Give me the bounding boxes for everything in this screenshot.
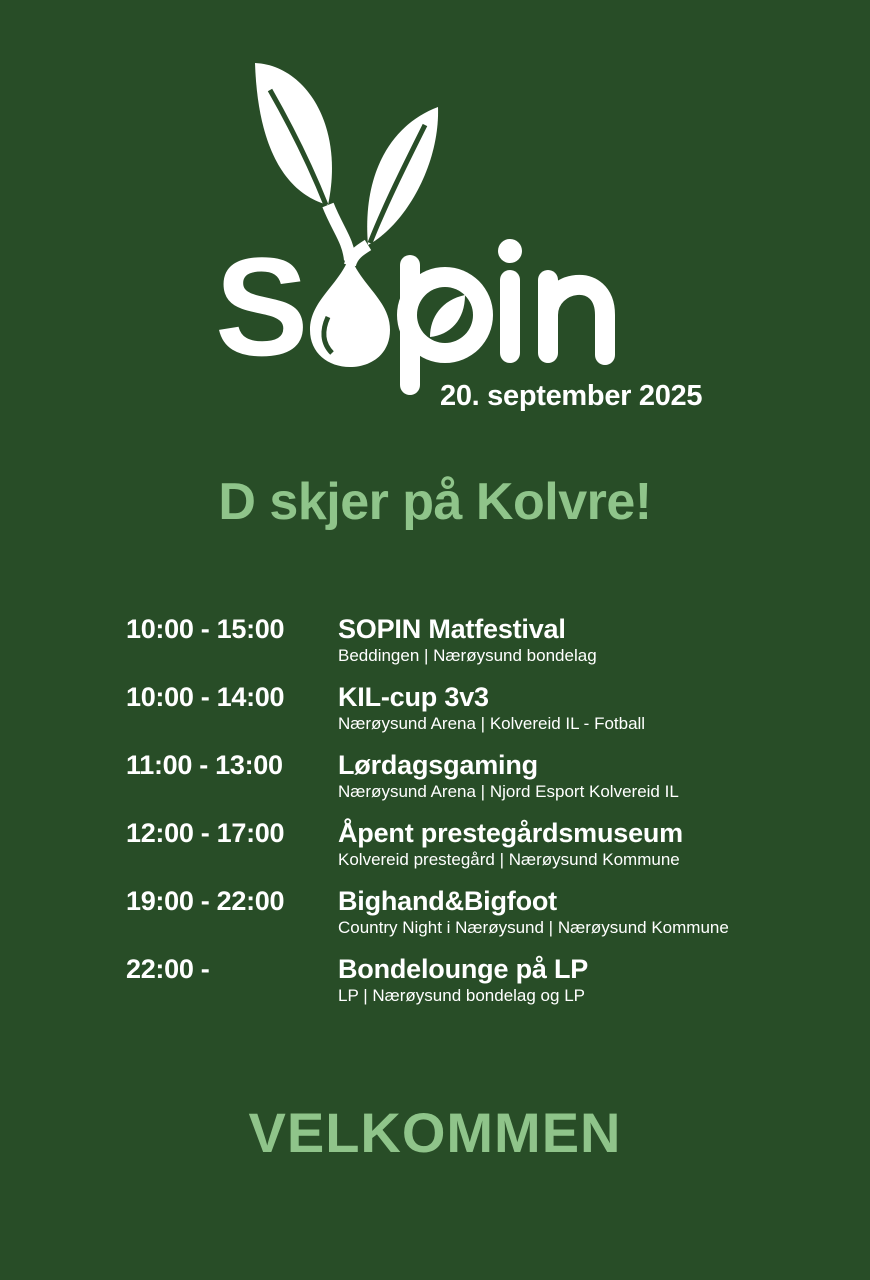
schedule-time: 10:00 - 15:00 [126, 614, 285, 644]
schedule-item [126, 884, 826, 952]
schedule-time: 10:00 - 14:00 [126, 682, 285, 712]
schedule-list [126, 612, 826, 1020]
schedule-time: 12:00 - 17:00 [126, 818, 285, 848]
schedule-subtitle: Beddingen | Nærøysund bondelag [338, 646, 597, 665]
schedule-time: 22:00 - [126, 954, 210, 984]
svg-text:S: S [215, 228, 309, 385]
seed-drop-icon [310, 255, 390, 367]
schedule-item [126, 612, 826, 680]
schedule-item [126, 952, 826, 1020]
schedule-title: SOPIN Matfestival [338, 614, 566, 644]
schedule-title: KIL-cup 3v3 [338, 682, 489, 712]
schedule-subtitle: LP | Nærøysund bondelag og LP [338, 986, 585, 1005]
schedule-item [126, 680, 826, 748]
schedule-time: 19:00 - 22:00 [126, 886, 285, 916]
event-date: 20. september 2025 [440, 380, 703, 412]
welcome-text: VELKOMMEN [248, 1101, 622, 1164]
schedule-title: Lørdagsgaming [338, 750, 538, 780]
schedule-item [126, 748, 826, 816]
schedule-item [126, 816, 826, 884]
schedule-title: Bondelounge på LP [338, 954, 589, 984]
schedule-subtitle: Nærøysund Arena | Kolvereid IL - Fotball [338, 714, 646, 733]
sopin-logo [210, 55, 630, 400]
schedule-subtitle: Nærøysund Arena | Njord Esport Kolvereid IL [338, 782, 679, 801]
schedule-subtitle: Kolvereid prestegård | Nærøysund Kommune [338, 850, 680, 869]
schedule-title: Åpent prestegårdsmuseum [338, 818, 683, 848]
schedule-time: 11:00 - 13:00 [126, 750, 283, 780]
schedule-subtitle: Country Night i Nærøysund | Nærøysund Kommune [338, 918, 729, 937]
schedule-title: Bighand&Bigfoot [338, 886, 557, 916]
headline: D skjer på Kolvre! [218, 473, 652, 531]
